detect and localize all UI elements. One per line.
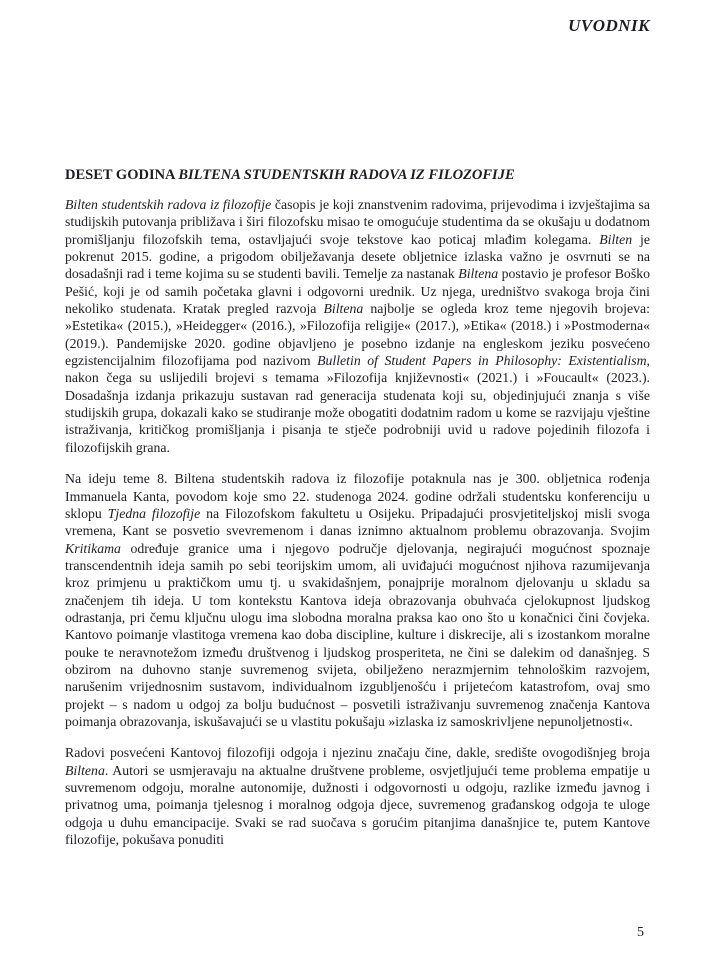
- text-segment: , nakon čega su uslijedili brojevi s temama »Filozofija književnosti« (2021.) i »Foucault« (2023.). Dosadašnja izdanja prikazuju sustavan rad generacija studenata koji su, objedinjujući znanja s više studijskih grupa, dokazali kako se studiranje može obogatiti dodatnim radom u kome se razvijaju vještine istraživanja, kritičkog promišljanja i pisanja te stječe podrobniji uvid u radove pojedinih filozofa i filozofijskih grana.: [65, 353, 650, 455]
- paragraph-kant-theme: [65, 470, 650, 730]
- text-segment: na Filozofskom fakultetu u Osijeku. Pripadajući prosvjetiteljskoj misli svoga vremena, Kant se posvetio svevremenom i danas iznimno aktualnom problemu obrazovanja. Svojim: [65, 505, 650, 539]
- text-segment: najbolje se ogleda kroz teme njegovih brojeva: »Estetika« (2015.), »Heidegger« (2016.), »Filozofija religije« (2017.), »Etika« (2018.) i »Postmoderna« (2019.). Pandemijske 2020. godine objavljeno je posebno izdanje na engleskom jeziku posvećeno egzistencijalnim filozofijama pod nazivom: [65, 301, 650, 369]
- paragraph-current-issue: [65, 744, 650, 848]
- italic-text-segment: Biltena: [323, 301, 364, 317]
- paragraph-intro-bilten-history: [65, 196, 650, 456]
- italic-text-segment: Biltena: [65, 762, 105, 778]
- italic-text-segment: BILTENA STUDENTSKIH RADOVA IZ FILOZOFIJE: [178, 167, 515, 183]
- text-segment: časopis je koji znanstvenim radovima, prijevodima i izvještajima sa studijskih putovanja približava i širi filozofsku misao te omogućuje studentima da se okušaju u dodatnom promišljanju filozofskih tema, ostavljajući svoje tekstove kao poticaj mlađim kolegama.: [65, 197, 650, 247]
- text-segment: . Autori se usmjeravaju na aktualne društvene probleme, osvjetljujući teme problema empatije u suvremenom odgoju, moralne autonomije, dužnosti i odgovornosti u odgoju, razlike između javnog i privatnog uma, poimanja tjelesnog i moralnog odgoja djece, suvremenog građanskog odgoja te uloge odgoja u duhu emancipacije. Svaki se rad suočava s gorućim pitanjima današnjice te, putem Kantove filozofije, pokušava ponuditi: [65, 762, 650, 848]
- text-segment: DESET GODINA: [65, 167, 179, 183]
- section-heading: [65, 166, 650, 184]
- text-segment: je pokrenut 2015. godine, a prigodom obilježavanja desete obljetnice izlaska važno je osvrnuti se na dosadašnji rad i teme kojima su se studenti bavili. Temelje za nastanak: [65, 231, 650, 282]
- italic-text-segment: Biltena: [458, 266, 499, 282]
- italic-text-segment: Bilten: [599, 231, 633, 247]
- italic-text-segment: Tjedna filozofije: [107, 505, 201, 521]
- text-segment: Radovi posvećeni Kantovoj filozofiji odgoja i njezinu značaju čine, dakle, središte ovogodišnjeg broja: [65, 745, 650, 761]
- text-segment: postavio je profesor Boško Pešić, koji je od samih početaka glavni i odgovorni urednik. Uz njega, uredništvo svakoga broja čini nekoliko studenata. Kratak pregled razvoja: [65, 266, 650, 317]
- italic-text-segment: Bilten studentskih radova iz filozofije: [65, 197, 272, 212]
- text-segment: određuje granice uma i njegovo područje djelovanja, negirajući mogućnost spoznaje transcendentnih ideja samih po sebi teorijskim umom, ali uviđajući mogućnost njihova razumijevanja kroz primjenu u praktičkom umu tj. u svakidašnjem, ponajprije moralnom djelovanju u skladu sa značenjem tih ideja. U tom kontekstu Kantova ideja obrazovanja obuhvaća cjelokupnost ljudskog odrastanja, pri čemu ključnu ulogu ima slobodna moralna praksa kao ono što u konačnici čini čovjeka. Kantovo poimanje vlastitoga vremena kao doba discipline, kulture i diskrecije, ali s izostankom moralne pouke te neravnotežom između društvenog i ljudskog prosperiteta, ne čini se dalekim od današnjeg. S obzirom na duhovno stanje suvremenog svijeta, obilježeno nerazmjernim tehnološkim razvojem, narušenim vrijednosnim sustavom, individualnom izgubljenošću i prijetećom katastrofom, ovaj smo projekt – s nadom u odgoj za bolju budućnost – posvetili istraživanju suvremenog značenja Kantova poimanja obrazovanja, iskušavajući se u vlastitu pokušaju »izlaska iz samoskrivljene nepunoljetnosti«.: [65, 540, 650, 729]
- page-content: [65, 166, 650, 862]
- italic-text-segment: Bulletin of Student Papers in Philosophy: Existentialism: [317, 353, 647, 369]
- text-segment: Na ideju teme 8. Biltena studentskih radova iz filozofije potaknula nas je 300. obljetnica rođenja Immanuela Kanta, povodom koje smo 22. studenoga 2024. godine održali studentsku konferenciju u sklopu: [65, 471, 650, 521]
- page-number: 5: [637, 925, 644, 940]
- italic-text-segment: Kritikama: [65, 540, 121, 556]
- running-header: UVODNIK: [568, 16, 650, 35]
